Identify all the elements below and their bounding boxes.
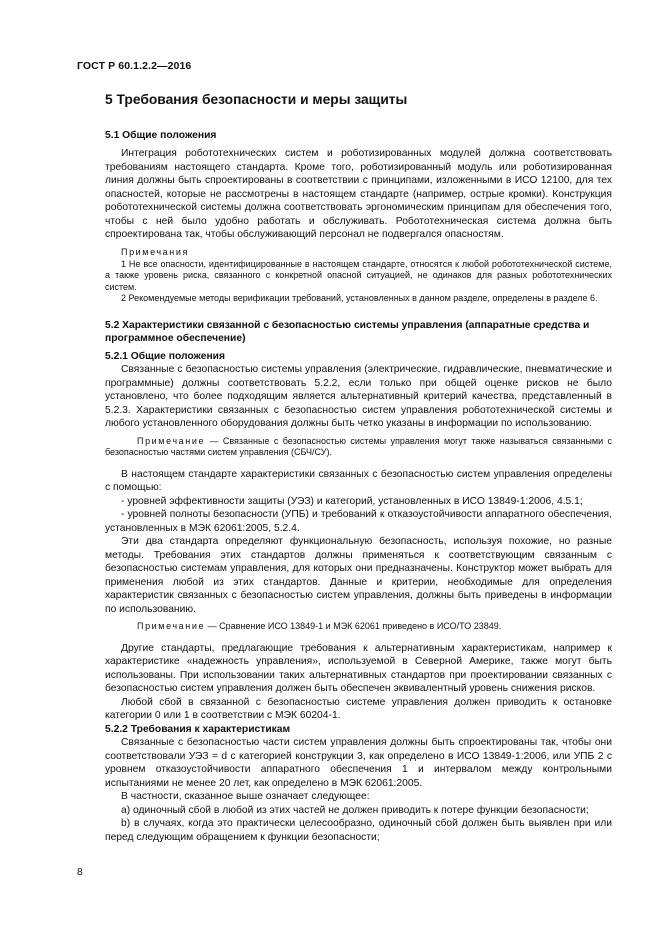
document-header: ГОСТ Р 60.1.2.2—2016 [77, 60, 192, 72]
page-content [105, 92, 612, 844]
list-item-a: а) одиночный сбой в любой из этих частей не должен приводить к потере функции безопасности; [121, 804, 589, 816]
section-5-2-1-paragraph-2: В настоящем стандарте характеристики связанных с безопасностью систем управления определены с помощью: [105, 468, 612, 494]
section-5-2-2-paragraph-1: Связанные с безопасностью части систем управления должны быть спроектированы так, чтобы они соответствовали УЭЗ = d с категорией конструкции 3, как определено в ИСО 13849-1:2006, или УПБ 2 с уровнем отказоустойчивости аппаратного обеспечения 1 и интервалом между контрольными испытаниями не менее 20 лет, как определено в МЭК 62061:2005. [105, 737, 612, 789]
note-label: Примечание [137, 435, 206, 446]
section-5-2-1-title: 5.2.1 Общие положения [105, 350, 225, 362]
section-5-1-paragraph: Интеграция робототехнических систем и роботизированных модулей должна соответствовать требованиям настоящего стандарта. Кроме того, роботизированный модуль или роботизированная линия должны быть спроектированы в соответствии с принципами, изложенными в ИСО 12100, для тех опасностей, которые не рассмотрены в настоящем стандарте (например, острые кромки). Конструкция робототехнической системы должна соответствовать эргономическим принципам для обеспечения того, чтобы с ней было удобно работать и обслуживать. Робототехническая система должна быть спроектирована так, чтобы обслуживающий персонал не подвергался опасностям. [105, 148, 612, 241]
section-5-2-2-paragraph-2: В частности, сказанное выше означает следующее: [121, 791, 370, 803]
list-item-uez: - уровней эффективности защиты (УЭЗ) и категорий, установленных в ИСО 13849-1:2006, 4.5.1; [121, 495, 583, 507]
list-item-upb: - уровней полноты безопасности (УПБ) и требований к отказоустойчивости аппаратного обеспечения, установленных в МЭК 62061:2005, 5.2.4. [105, 509, 612, 534]
section-5-title: 5 Требования безопасности и меры защиты [105, 92, 408, 107]
note-2: 2 Рекомендуемые методы верификации требований, установленных в данном разделе, определены в разделе 6. [121, 293, 598, 304]
section-5-2-1-paragraph-4: Другие стандарты, предлагающие требования к альтернативным характеристикам, например к характеристике «надежность управления», используемой в Северной Америке, также могут быть использованы. При использовании таких альтернативных стандартов при проектировании связанных с безопасностью систем управления должен быть обеспечен эквивалентный уровень снижения рисков. [105, 642, 612, 695]
section-5-2-1-paragraph-5: Любой сбой в связанной с безопасностью системе управления должен приводить к остановке категории 0 или 1 в соответствии с МЭК 60204-1. [105, 696, 612, 722]
page-number: 8 [77, 867, 83, 878]
section-5-2-1-paragraph-1: Связанные с безопасностью системы управления (электрические, гидравлические, пневматические и программные) должны соответствовать 5.2.2, если только при общей оценке рисков не было установлено, что более подходящим является альтернативный критерий качества, представленный в 5.2.3. Характеристики связанных с безопасностью систем управления робототехнической системы и любого установленного оборудования должны быть четко указаны в информации по использованию. [105, 364, 612, 430]
note-text: — Сравнение ИСО 13849-1 и МЭК 62061 приведено в ИСО/ТО 23849. [205, 621, 502, 632]
note-text: — Связанные с безопасностью системы управления могут также называться связанными с безопасностью частями систем управления (СБЧ/СУ). [105, 435, 612, 458]
note-label: Примечание [137, 621, 206, 632]
section-5-2-1-paragraph-3: Эти два стандарта определяют функциональную безопасность, используя похожие, но разные методы. Требования этих стандартов должны применяться к соответствующим связанным с безопасностью системам управления, для которых они предназначены. Конструктор может выбрать для применения любой из этих стандартов. Данные и критерии, необходимые для определения характеристик связанных с безопасностью систем управления, должны быть приведены в информации по использованию. [105, 536, 612, 615]
note-1: 1 Не все опасности, идентифицированные в настоящем стандарте, относятся к любой робототехнической системе, а также уровень риска, связанного с конкретной опасной ситуацией, не одинаков для разных робототехнических систем. [105, 258, 612, 292]
notes-title: Примечания [121, 246, 189, 257]
section-5-2-1-note-2 [105, 621, 612, 633]
section-5-1-title: 5.1 Общие положения [105, 130, 217, 141]
list-item-b: b) в случаях, когда это практически целесообразно, одиночный сбой должен быть выявлен при или перед следующим обращением к функции безопасности; [105, 818, 612, 843]
section-5-2-2-title: 5.2.2 Требования к характеристикам [105, 723, 291, 735]
section-5-2-1-note [105, 436, 612, 459]
section-5-2-title: 5.2 Характеристики связанной с безопасностью системы управления (аппаратные средства и программное обеспечение) [105, 319, 590, 345]
